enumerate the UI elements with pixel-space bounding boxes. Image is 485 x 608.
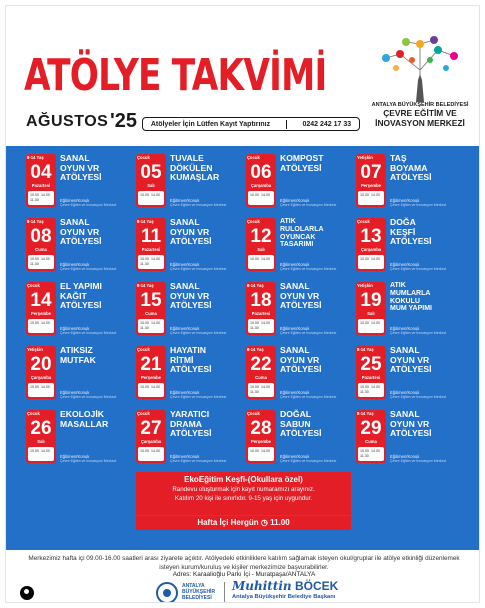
page-title: ATÖLYE TAKVİMİ	[24, 50, 327, 101]
event-location: Çevre Eğitim ve İnovasyon Merkezi	[390, 459, 447, 463]
session-time: 10.00	[140, 321, 149, 325]
time-box	[28, 447, 54, 461]
time-box	[358, 319, 384, 333]
session-time: 10.00	[140, 257, 149, 261]
session-time: 14.00	[261, 257, 270, 261]
time-box	[28, 255, 54, 269]
special-program-box	[136, 472, 351, 515]
event-weekday: Cuma	[145, 311, 157, 316]
mayor-last-name: BÖCEK	[295, 579, 339, 593]
event-weekday: Perşembe	[360, 183, 382, 188]
event-weekday: Pazartesi	[141, 247, 161, 252]
session-time: 10.00	[30, 257, 39, 261]
time-box	[358, 191, 384, 205]
session-time: 11.30	[250, 390, 259, 394]
event-instructor: Eğitimen/Konuk	[280, 198, 310, 203]
event-day: 20	[30, 354, 52, 375]
age-tag: Çocuk	[247, 411, 260, 416]
session-time: 11.30	[30, 198, 39, 202]
event-card	[26, 410, 136, 472]
session-time: 14.00	[261, 385, 270, 389]
time-box	[358, 255, 384, 269]
event-card	[136, 154, 246, 216]
event-card	[26, 218, 136, 280]
session-time: 14.00	[371, 449, 380, 453]
date-box	[246, 282, 276, 335]
event-day: 15	[140, 290, 162, 311]
session-time: 14.00	[151, 321, 160, 325]
session-time: 14.00	[261, 321, 270, 325]
event-title: SANAL OYUN VR ATÖLYESİ	[280, 281, 322, 311]
session-time: 14.00	[371, 321, 380, 325]
date-box	[26, 154, 56, 207]
event-card	[356, 282, 466, 344]
event-title: ATIK MUMLARLA KOKULU MUM YAPIMI	[390, 282, 433, 313]
event-day: 28	[250, 418, 272, 439]
event-instructor: Eğitimen/Konuk	[170, 326, 200, 331]
event-title: DOĞAL SABUN ATÖLYESİ	[280, 409, 322, 439]
event-day: 06	[250, 162, 272, 183]
age-tag: Çocuk	[137, 155, 150, 160]
event-weekday: Perşembe	[30, 311, 52, 316]
mayor-name	[232, 579, 338, 593]
event-weekday: Çarşamba	[140, 439, 162, 444]
event-instructor: Eğitimen/Konuk	[280, 262, 310, 267]
session-time: 14.00	[41, 193, 50, 197]
calendar-section	[6, 146, 480, 550]
event-title: SANAL OYUN VR ATÖLYESİ	[170, 281, 212, 311]
event-instructor: Eğitimen/Konuk	[280, 326, 310, 331]
year-label: '25	[110, 110, 138, 132]
date-box	[246, 218, 276, 271]
event-weekday: Salı	[367, 311, 375, 316]
session-time: 14.00	[151, 257, 160, 261]
time-box	[138, 383, 164, 397]
session-time: 10.00	[30, 193, 39, 197]
event-location: Çevre Eğitim ve İnovasyon Merkezi	[170, 203, 227, 207]
time-box	[28, 319, 54, 333]
date-box	[356, 410, 386, 463]
date-box	[136, 218, 166, 271]
event-location: Çevre Eğitim ve İnovasyon Merkezi	[390, 331, 447, 335]
session-time: 14.00	[261, 449, 270, 453]
event-instructor: Eğitimen/Konuk	[170, 198, 200, 203]
session-time: 14.00	[151, 385, 160, 389]
event-instructor: Eğitimen/Konuk	[170, 390, 200, 395]
session-time: 10.00	[250, 193, 259, 197]
weekday-schedule-bar	[136, 516, 351, 530]
event-instructor: Eğitimen/Konuk	[280, 454, 310, 459]
time-box	[248, 447, 274, 461]
date-box	[356, 282, 386, 335]
event-weekday: Perşembe	[250, 439, 272, 444]
session-time: 11.30	[360, 390, 369, 394]
age-tag: 8-14 Yaş	[27, 155, 44, 160]
event-weekday: Cuma	[255, 375, 267, 380]
event-card	[136, 410, 246, 472]
age-tag: 8-14 Yaş	[357, 347, 374, 352]
date-box	[136, 154, 166, 207]
event-location: Çevre Eğitim ve İnovasyon Merkezi	[390, 203, 447, 207]
date-box	[26, 346, 56, 399]
age-tag: Çocuk	[247, 155, 260, 160]
date-box	[356, 346, 386, 399]
org-name-small: ANTALYA BÜYÜKŞEHİR BELEDİYESİ	[371, 102, 469, 108]
event-location: Çevre Eğitim ve İnovasyon Merkezi	[170, 459, 227, 463]
age-tag: Çocuk	[137, 411, 150, 416]
event-day: 19	[360, 290, 382, 311]
event-day: 27	[140, 418, 162, 439]
time-box	[358, 447, 384, 461]
event-location: Çevre Eğitim ve İnovasyon Merkezi	[390, 267, 447, 271]
date-box	[26, 410, 56, 463]
event-location: Çevre Eğitim ve İnovasyon Merkezi	[280, 331, 337, 335]
session-time: 14.00	[41, 321, 50, 325]
event-day: 04	[30, 162, 52, 183]
event-title: HAYATIN RİTMİ ATÖLYESİ	[170, 345, 212, 375]
registration-text: Atölyeler İçin Lütfen Kayıt Yaptırınız	[150, 120, 271, 128]
session-time: 10.00	[360, 321, 369, 325]
date-box	[26, 282, 56, 335]
session-time: 10.00	[250, 385, 259, 389]
event-instructor: Eğitimen/Konuk	[280, 390, 310, 395]
event-card	[246, 282, 356, 344]
session-time: 10.00	[140, 449, 149, 453]
time-box	[138, 447, 164, 461]
event-weekday: Çarşamba	[30, 375, 52, 380]
avatar[interactable]	[20, 586, 34, 600]
session-time: 10.00	[360, 257, 369, 261]
session-time: 10.00	[360, 385, 369, 389]
time-box	[248, 255, 274, 269]
phone-number[interactable]: 0242 242 17 33	[302, 120, 352, 128]
time-box	[138, 319, 164, 333]
event-day: 12	[250, 226, 272, 247]
age-tag: 8-14 Yaş	[137, 219, 154, 224]
event-card	[246, 410, 356, 472]
age-tag: Çocuk	[357, 219, 370, 224]
event-title: TAŞ BOYAMA ATÖLYESİ	[390, 153, 432, 183]
age-tag: 8-14 Yaş	[137, 283, 154, 288]
event-location: Çevre Eğitim ve İnovasyon Merkezi	[280, 459, 337, 463]
event-day: 22	[250, 354, 272, 375]
event-card	[136, 282, 246, 344]
event-card	[356, 346, 466, 408]
time-box	[248, 191, 274, 205]
event-title: SANAL OYUN VR ATÖLYESİ	[60, 153, 102, 183]
event-card	[356, 218, 466, 280]
event-day: 29	[360, 418, 382, 439]
logo-line-2: BÜYÜKŞEHİR	[182, 588, 216, 595]
age-tag: Yetişkin	[27, 347, 43, 352]
event-instructor: Eğitimen/Konuk	[390, 454, 420, 459]
session-time: 10.00	[30, 385, 39, 389]
time-box	[138, 191, 164, 205]
event-instructor: Eğitimen/Konuk	[60, 390, 90, 395]
divider	[224, 582, 225, 603]
logo-line-3: BELEDİYESİ	[182, 594, 212, 601]
date-box	[246, 346, 276, 399]
event-day: 11	[140, 226, 162, 247]
event-location: Çevre Eğitim ve İnovasyon Merkezi	[170, 267, 227, 271]
event-title: EL YAPIMI KAĞIT ATÖLYESİ	[60, 281, 102, 311]
header	[6, 6, 480, 146]
date-box	[356, 154, 386, 207]
time-box	[28, 191, 54, 205]
event-day: 26	[30, 418, 52, 439]
event-location: Çevre Eğitim ve İnovasyon Merkezi	[60, 203, 117, 207]
session-time: 10.00	[250, 321, 259, 325]
event-location: Çevre Eğitim ve İnovasyon Merkezi	[170, 395, 227, 399]
logo-line-1: ANTALYA	[182, 583, 205, 589]
mayor-first-name: Muhittin	[232, 579, 292, 593]
event-day: 14	[30, 290, 52, 311]
event-card	[356, 410, 466, 472]
event-instructor: Eğitimen/Konuk	[60, 326, 90, 331]
session-time: 10.00	[30, 321, 39, 325]
event-instructor: Eğitimen/Konuk	[390, 198, 420, 203]
time-box	[28, 383, 54, 397]
event-location: Çevre Eğitim ve İnovasyon Merkezi	[170, 331, 227, 335]
event-location: Çevre Eğitim ve İnovasyon Merkezi	[60, 331, 117, 335]
session-time: 11.30	[250, 326, 259, 330]
event-weekday: Salı	[147, 183, 155, 188]
date-box	[356, 218, 386, 271]
event-instructor: Eğitimen/Konuk	[170, 262, 200, 267]
age-tag: Yetişkin	[357, 283, 373, 288]
event-instructor: Eğitimen/Konuk	[390, 262, 420, 267]
event-location: Çevre Eğitim ve İnovasyon Merkezi	[60, 395, 117, 399]
age-tag: Çocuk	[27, 411, 40, 416]
event-weekday: Salı	[37, 439, 45, 444]
event-weekday: Çarşamba	[250, 183, 272, 188]
weekday-label: Hafta İçi Hergün	[197, 518, 259, 527]
special-line-1: Randevu oluşturmak için kayıt numaramızı arayınız.	[172, 486, 315, 493]
event-title: SANAL OYUN VR ATÖLYESİ	[60, 217, 102, 247]
date-box	[246, 410, 276, 463]
session-time: 14.00	[151, 449, 160, 453]
session-time: 14.00	[371, 385, 380, 389]
event-card	[246, 346, 356, 408]
poster	[5, 5, 480, 603]
event-location: Çevre Eğitim ve İnovasyon Merkezi	[390, 395, 447, 399]
event-day: 05	[140, 162, 162, 183]
session-time: 11.30	[140, 262, 149, 266]
session-time: 14.00	[41, 449, 50, 453]
event-title: KOMPOST ATÖLYESİ	[280, 153, 324, 173]
event-weekday: Cuma	[35, 247, 47, 252]
event-card	[26, 346, 136, 408]
event-weekday: Perşembe	[140, 375, 162, 380]
event-grid	[26, 154, 466, 484]
special-heading: EkoEğitim Keşfi-(Okullara özel)	[184, 475, 303, 484]
session-time: 14.00	[261, 193, 270, 197]
event-location: Çevre Eğitim ve İnovasyon Merkezi	[280, 395, 337, 399]
clock-icon: ◷	[260, 518, 268, 527]
event-card	[246, 154, 356, 216]
event-card	[246, 218, 356, 280]
age-tag: 8-14 Yaş	[247, 347, 264, 352]
session-time: 14.00	[151, 193, 160, 197]
event-title: SANAL OYUN VR ATÖLYESİ	[280, 345, 322, 375]
age-tag: Yetişkin	[357, 155, 373, 160]
session-time: 10.00	[250, 449, 259, 453]
age-tag: Çocuk	[27, 283, 40, 288]
event-weekday: Pazartesi	[361, 375, 381, 380]
event-location: Çevre Eğitim ve İnovasyon Merkezi	[280, 203, 337, 207]
event-title: SANAL OYUN VR ATÖLYESİ	[390, 345, 432, 375]
event-instructor: Eğitimen/Konuk	[60, 454, 90, 459]
date-box	[26, 218, 56, 271]
event-location: Çevre Eğitim ve İnovasyon Merkezi	[280, 267, 337, 271]
org-line-1: ÇEVRE EĞİTİM VE	[383, 108, 457, 118]
session-time: 10.00	[140, 385, 149, 389]
event-title: SANAL OYUN VR ATÖLYESİ	[170, 217, 212, 247]
session-time: 11.30	[140, 326, 149, 330]
session-time: 10.00	[360, 193, 369, 197]
event-title: SANAL OYUN VR ATÖLYESİ	[390, 409, 432, 439]
date-box	[136, 346, 166, 399]
event-weekday: Salı	[257, 247, 265, 252]
event-day: 18	[250, 290, 272, 311]
org-line-2: İNOVASYON MERKEZİ	[375, 117, 465, 128]
event-card	[136, 218, 246, 280]
event-title: EKOLOJİK MASALLAR	[60, 409, 109, 429]
event-weekday: Çarşamba	[360, 247, 382, 252]
registration-bar	[142, 117, 360, 131]
footer-info: Merkezimiz hafta içi 09.00-16.00 saatleri arası ziyarete açıktır. Atölyedeki etkinliklere katılım sağlamak isteyen okul/gruplar ile atölye etkinliği düzenlemek isteyen kurum/kuruluş ve kişiler merkezimize başvurabilirler.	[28, 555, 460, 571]
event-card	[26, 154, 136, 216]
month-label: AĞUSTOS	[26, 113, 109, 130]
org-name	[359, 109, 480, 128]
session-time: 14.00	[41, 257, 50, 261]
session-time: 14.00	[371, 193, 380, 197]
special-line-2: Katılım 20 kişi ile sınırlıdır. 9-15 yaş için uygundur.	[174, 495, 313, 502]
tree-logo-icon	[376, 36, 464, 104]
event-day: 08	[30, 226, 52, 247]
event-title: DOĞA KEŞFİ ATÖLYESİ	[390, 217, 432, 247]
date-box	[246, 154, 276, 207]
age-tag: Çocuk	[137, 347, 150, 352]
mayor-title: Antalya Büyükşehir Belediye Başkanı	[232, 594, 336, 600]
event-instructor: Eğitimen/Konuk	[390, 390, 420, 395]
age-tag: Çocuk	[247, 219, 260, 224]
session-time: 10.00	[360, 449, 369, 453]
event-instructor: Eğitimen/Konuk	[60, 198, 90, 203]
session-time: 10.00	[140, 193, 149, 197]
event-instructor: Eğitimen/Konuk	[60, 262, 90, 267]
event-card	[356, 154, 466, 216]
event-day: 25	[360, 354, 382, 375]
event-instructor: Eğitimen/Konuk	[390, 326, 420, 331]
session-time: 14.00	[371, 257, 380, 261]
event-title: ATIK RULOLARLA OYUNCAK TASARIMI	[280, 218, 324, 249]
age-tag: 8-14 Yaş	[27, 219, 44, 224]
date-box	[136, 282, 166, 335]
time-box	[248, 319, 274, 333]
session-time: 14.00	[41, 385, 50, 389]
event-title: TUVALE DÖKÜLEN KUMAŞLAR	[170, 153, 220, 183]
event-instructor: Eğitimen/Konuk	[170, 454, 200, 459]
event-card	[136, 346, 246, 408]
event-title: YARATICI DRAMA ATÖLYESİ	[170, 409, 212, 439]
weekday-time: 11.00	[270, 518, 290, 527]
date-box	[136, 410, 166, 463]
event-weekday: Cuma	[365, 439, 377, 444]
event-location: Çevre Eğitim ve İnovasyon Merkezi	[60, 459, 117, 463]
event-title: ATIKSIZ MUTFAK	[60, 345, 96, 365]
event-location: Çevre Eğitim ve İnovasyon Merkezi	[60, 267, 117, 271]
time-box	[248, 383, 274, 397]
session-time: 11.30	[30, 262, 39, 266]
event-day: 13	[360, 226, 382, 247]
age-tag: 8-14 Yaş	[247, 283, 264, 288]
age-tag: 8-14 Yaş	[357, 411, 374, 416]
event-day: 21	[140, 354, 162, 375]
divider	[286, 120, 287, 129]
event-weekday: Pazartesi	[251, 311, 271, 316]
event-weekday: Pazartesi	[31, 183, 51, 188]
event-card	[26, 282, 136, 344]
session-time: 10.00	[30, 449, 39, 453]
time-box	[138, 255, 164, 269]
session-time: 10.00	[250, 257, 259, 261]
session-time: 11.30	[360, 454, 369, 458]
footer-address: Adres: Karaalioğlu Parkı İçi - Muratpaşa/ANTALYA	[172, 571, 316, 578]
municipality-logo-text	[182, 584, 215, 601]
municipality-logo-icon	[156, 582, 178, 603]
event-day: 07	[360, 162, 382, 183]
time-box	[358, 383, 384, 397]
